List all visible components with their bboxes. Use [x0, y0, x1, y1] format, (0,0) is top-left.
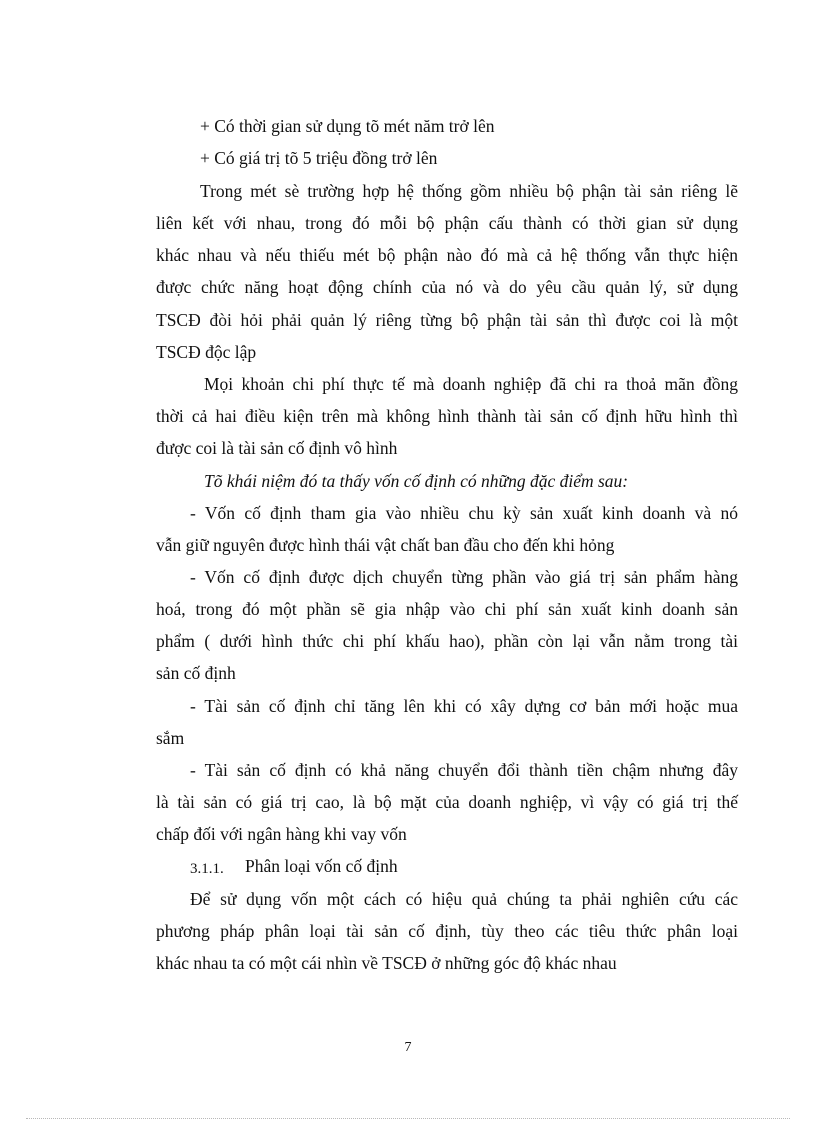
paragraph-line: liên kết với nhau, trong đó mỗi bộ phận cấu thành có thời gian sử dụng [156, 213, 738, 233]
paragraph-line: khác nhau và nếu thiếu mét bộ phận nào đó mà cả hệ thống vẫn thực hiện [156, 245, 738, 265]
bullet-line: là tài sản có giá trị cao, là bộ mặt của doanh nghiệp, vì vậy có giá trị thế [156, 792, 738, 812]
page-border-dotted [26, 1118, 790, 1119]
paragraph-line: thời cả hai điều kiện trên mà không hình thành tài sản cố định hữu hình thì [156, 406, 738, 426]
bullet-line: - Tài sản cố định có khả năng chuyển đổi thành tiền chậm nhưng đây [190, 760, 738, 780]
criteria-line-2: + Có giá trị tõ 5 triệu đồng trở lên [200, 148, 438, 168]
italic-intro: Tõ khái niệm đó ta thấy vốn cố định có những đặc điểm sau: [204, 471, 629, 491]
paragraph-line: được chức năng hoạt động chính của nó và do yêu cầu quản lý, sử dụng [156, 277, 738, 297]
paragraph-line: Trong mét sè trường hợp hệ thống gồm nhiều bộ phận tài sản riêng lẽ [200, 181, 738, 201]
paragraph-line: Mọi khoản chi phí thực tế mà doanh nghiệp đã chi ra thoả mãn đồng [204, 374, 738, 394]
bullet-line: - Vốn cố định tham gia vào nhiều chu kỳ sản xuất kinh doanh và nó [190, 503, 738, 523]
bullet-line: chấp đối với ngân hàng khi vay vốn [156, 824, 407, 844]
bullet-line: sắm [156, 728, 185, 748]
page-number: 7 [404, 1040, 412, 1055]
bullet-line: sản cố định [156, 663, 236, 683]
bullet-line: - Vốn cố định được dịch chuyển từng phần vào giá trị sản phẩm hàng [190, 567, 738, 587]
paragraph-line: TSCĐ độc lập [156, 342, 257, 362]
section-title: Phân loại vốn cố định [245, 856, 398, 876]
bullet-line: phẩm ( dưới hình thức chi phí khấu hao), phần còn lại vẫn nằm trong tài [156, 631, 738, 651]
paragraph-line: Để sử dụng vốn một cách có hiệu quả chúng ta phải nghiên cứu các [190, 889, 738, 909]
section-number: 3.1.1. [190, 861, 224, 877]
paragraph-line: TSCĐ đòi hỏi phải quản lý riêng từng bộ phận tài sản thì được coi là một [156, 310, 738, 330]
bullet-line: - Tài sản cố định chỉ tăng lên khi có xây dựng cơ bản mới hoặc mua [190, 696, 738, 716]
criteria-line-1: + Có thời gian sử dụng tõ mét năm trở lên [200, 116, 495, 136]
paragraph-line: khác nhau ta có một cái nhìn về TSCĐ ở những góc độ khác nhau [156, 953, 617, 973]
bullet-line: vẫn giữ nguyên được hình thái vật chất ban đầu cho đến khi hỏng [156, 535, 615, 555]
paragraph-line: phương pháp phân loại tài sản cố định, tùy theo các tiêu thức phân loại [156, 921, 738, 941]
bullet-line: hoá, trong đó một phần sẽ gia nhập vào chi phí sản xuất kinh doanh sản [156, 599, 738, 619]
paragraph-line: được coi là tài sản cố định vô hình [156, 438, 398, 458]
